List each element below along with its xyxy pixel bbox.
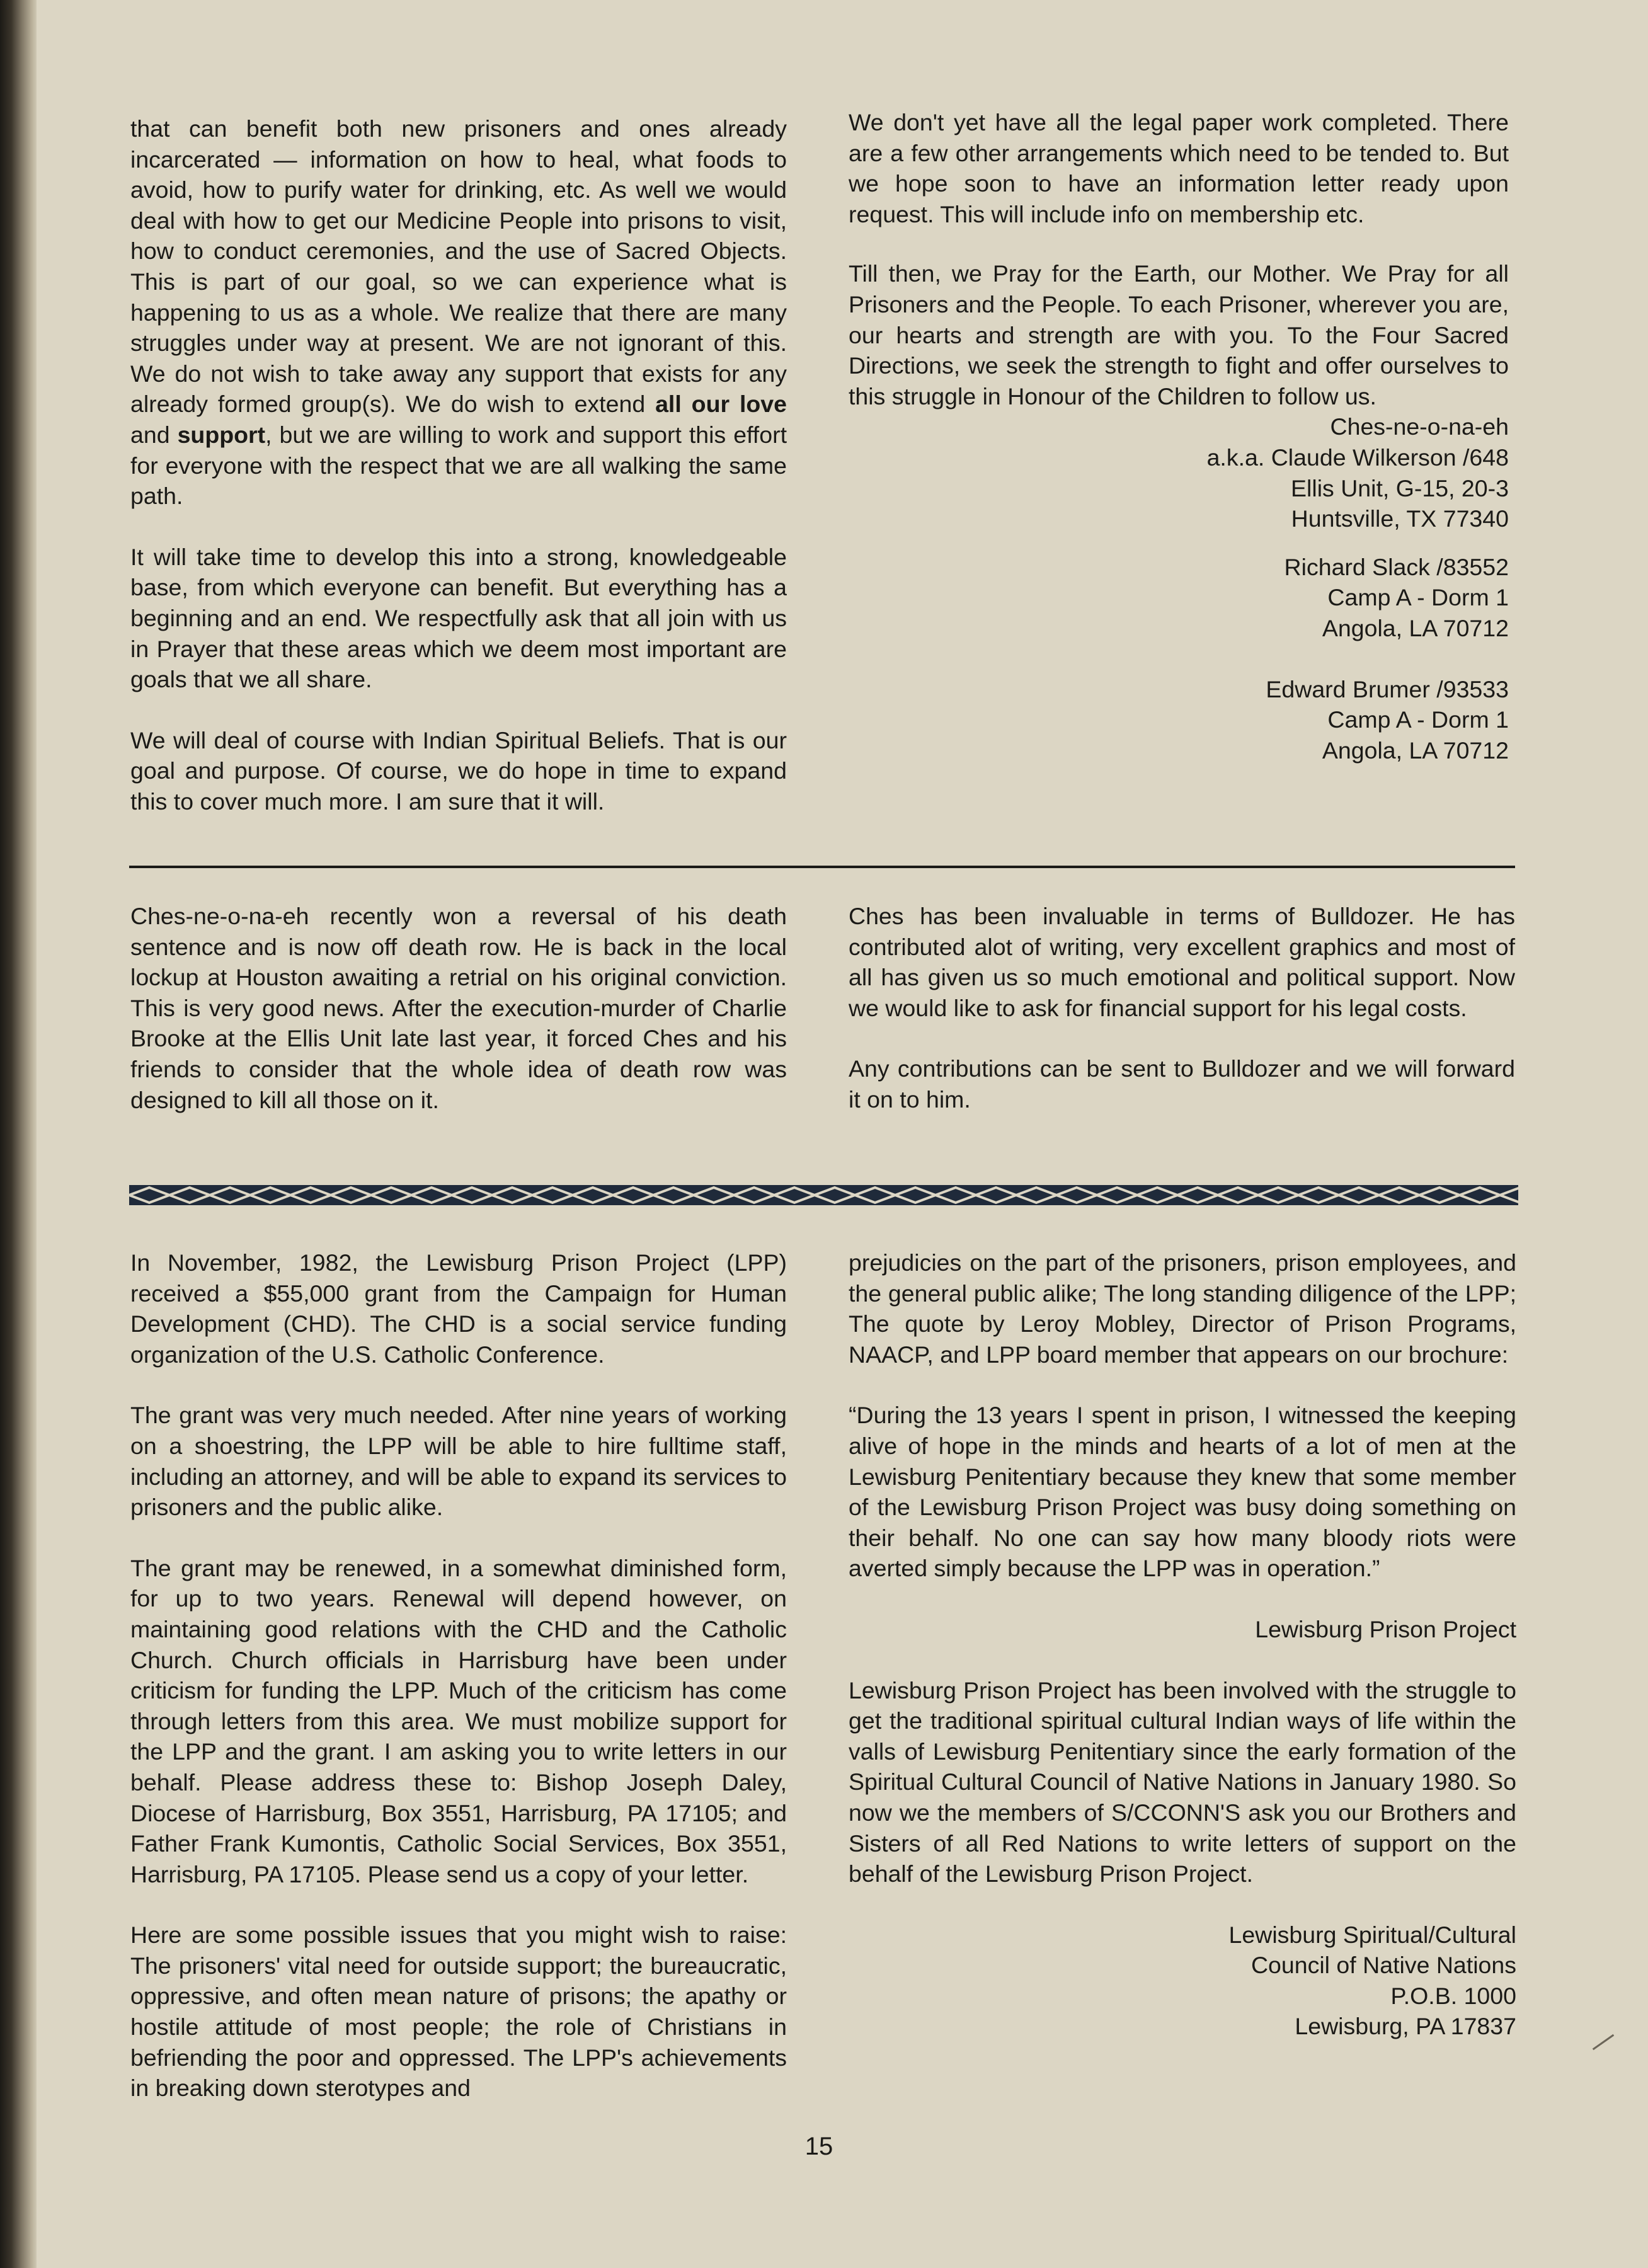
paragraph: The grant may be renewed, in a somewhat diminished form, for up to two years. Renewal will depend however, on maintaining good relations with the CHD and the Catholic Church. Church officials in Harrisburg have been under criticism for funding the LPP. Much of the criticism has come through letters from this area. We must mobilize support for the LPP and the grant. I am asking you to write letters in our behalf. Please address these to: Bishop Joseph Daley, Diocese of Harrisburg, Box 3551, Harrisburg, PA 17105; and Father Frank Kumontis, Catholic Social Services, Box 3551, Harrisburg, PA 17105. Please send us a copy of your letter. (130, 1554, 787, 1887)
signature-line: Lewisburg, PA 17837 (1295, 2013, 1516, 2040)
signature-line: P.O.B. 1000 (1390, 1982, 1516, 2009)
signature-line: Edward Brumer /93533 (1266, 675, 1509, 702)
binding-edge (0, 0, 37, 2268)
paragraph: It will take time to develop this into a strong, knowledgeable base, from which everyone can benefit. But everything has a beginning and an end. We respectfully ask that all join with us in Prayer that these areas which we deem most important are goals that we all share. (130, 543, 787, 693)
signature-line: Lewisburg Spiritual/Cultural (1228, 1921, 1516, 1948)
signature-line: Camp A - Dorm 1 (1327, 584, 1509, 611)
section-divider-rule (129, 866, 1515, 868)
section2-right-column (849, 901, 1515, 1115)
section1-right-column (849, 107, 1509, 765)
signature-block-brumer (849, 674, 1509, 766)
signature-line: Ches-ne-o-na-eh (1330, 413, 1509, 440)
decorative-border-band (129, 1185, 1518, 1205)
paragraph: that can benefit both new prisoners and ones already incarcerated — information on how to heal, what foods to avoid, how to purify water for drinking, etc. As well we would deal with how to get our Medicine People into prisons to visit, how to conduct ceremonies, and the use of Sacred Objects. This is part of our goal, so we can experience what is happening to us as a whole. We realize that there are many struggles under way at present. We are not ignorant of this. We do not wish to take away any support that exists for any already formed group(s). We do wish to extend all our love and support, but we are willing to work and support this effort for everyone with the respect that we are all walking the same path. (130, 115, 787, 510)
paragraph: We will deal of course with Indian Spiritual Beliefs. That is our goal and purpose. Of course, we do hope in time to expand this to cover much more. I am sure that it will. (130, 726, 787, 815)
signature-block-scconn (849, 1920, 1516, 2042)
paragraph: Lewisburg Prison Project has been involved with the struggle to get the traditional spiritual cultural Indian ways of life within the valls of Lewisburg Penitentiary since the early formation of the Spiritual Cultural Council of Native Nations in January 1980. So now we the members of S/CCONN'S ask you our Brothers and Sisters of all Red Nations to write letters of support on the behalf of the Lewisburg Prison Project. (849, 1676, 1516, 1887)
signature-line: Richard Slack /83552 (1284, 553, 1509, 580)
section3-left-column (130, 1247, 787, 2104)
page-number: 15 (804, 2133, 833, 2160)
quote-attribution: Lewisburg Prison Project (1255, 1615, 1516, 1642)
signature-line: Huntsville, TX 77340 (1291, 505, 1509, 532)
paragraph: Till then, we Pray for the Earth, our Mother. We Pray for all Prisoners and the People. To each Prisoner, wherever you are, our hearts and strength are with you. To the Four Sacred Directions, we seek the strength to fight and offer ourselves to this struggle in Honour of the Children to follow us. (849, 260, 1509, 410)
bold-text: all our love (655, 391, 787, 418)
signature-block-ches (849, 411, 1509, 534)
paragraph: Any contributions can be sent to Bulldozer and we will forward it on to him. (849, 1055, 1515, 1113)
paragraph: The grant was very much needed. After nine years of working on a shoestring, the LPP will be able to hire fulltime staff, including an attorney, and will be able to expand its services to prisoners and the public alike. (130, 1402, 787, 1521)
signature-line: a.k.a. Claude Wilkerson /648 (1206, 444, 1509, 471)
signature-line: Council of Native Nations (1250, 1952, 1516, 1979)
bold-text: support (177, 421, 266, 448)
section2-left-column (130, 901, 787, 1115)
signature-line: Angola, LA 70712 (1322, 614, 1509, 641)
paragraph: Ches has been invaluable in terms of Bulldozer. He has contributed alot of writing, very excellent graphics and most of all has given us so much emotional and political support. Now we would like to ask for financial support for his legal costs. (849, 903, 1515, 1021)
quotation: “During the 13 years I spent in prison, I witnessed the keeping alive of hope in the minds and hearts of a lot of men at the Lewisburg Penitentiary because they knew that some member of the Lewisburg Prison Project was busy doing something on their behalf. No one can say how many bloody riots were averted simply because the LPP was in operation.” (849, 1402, 1516, 1582)
section3-right-column (849, 1247, 1516, 2042)
signature-block-slack (849, 552, 1509, 644)
paragraph: Here are some possible issues that you might wish to raise: The prisoners' vital need for outside support; the bureaucratic, oppressive, and often mean nature of prisons; the apathy or hostile attitude of most people; the role of Christians in befriending the poor and oppressed. The LPP's achievements in breaking down sterotypes and (130, 1922, 787, 2102)
signature-line: Ellis Unit, G-15, 20-3 (1291, 474, 1509, 501)
paragraph: prejudicies on the part of the prisoners, prison employees, and the general public alike; The long standing diligence of the LPP; The quote by Leroy Mobley, Director of Prison Programs, NAACP, and LPP board member that appears on our brochure: (849, 1249, 1516, 1368)
paragraph: We don't yet have all the legal paper work completed. There are a few other arrangements which need to be tended to. But we hope soon to have an information letter ready upon request. This will include info on membership etc. (849, 109, 1509, 227)
pen-mark (1593, 2034, 1614, 2050)
signature-line: Angola, LA 70712 (1322, 736, 1509, 764)
paragraph: In November, 1982, the Lewisburg Prison Project (LPP) received a $55,000 grant from the Campaign for Human Development (CHD). The CHD is a social service funding organization of the U.S. Catholic Conference. (130, 1249, 787, 1368)
paragraph: Ches-ne-o-na-eh recently won a reversal of his death sentence and is now off death row. He is back in the local lockup at Houston awaiting a retrial on his original conviction. This is very good news. After the execution-murder of Charlie Brooke at the Ellis Unit late last year, it forced Ches and his friends to consider that the whole idea of death row was designed to kill all those on it. (130, 903, 787, 1113)
signature-line: Camp A - Dorm 1 (1327, 706, 1509, 733)
section1-left-column (130, 113, 787, 816)
